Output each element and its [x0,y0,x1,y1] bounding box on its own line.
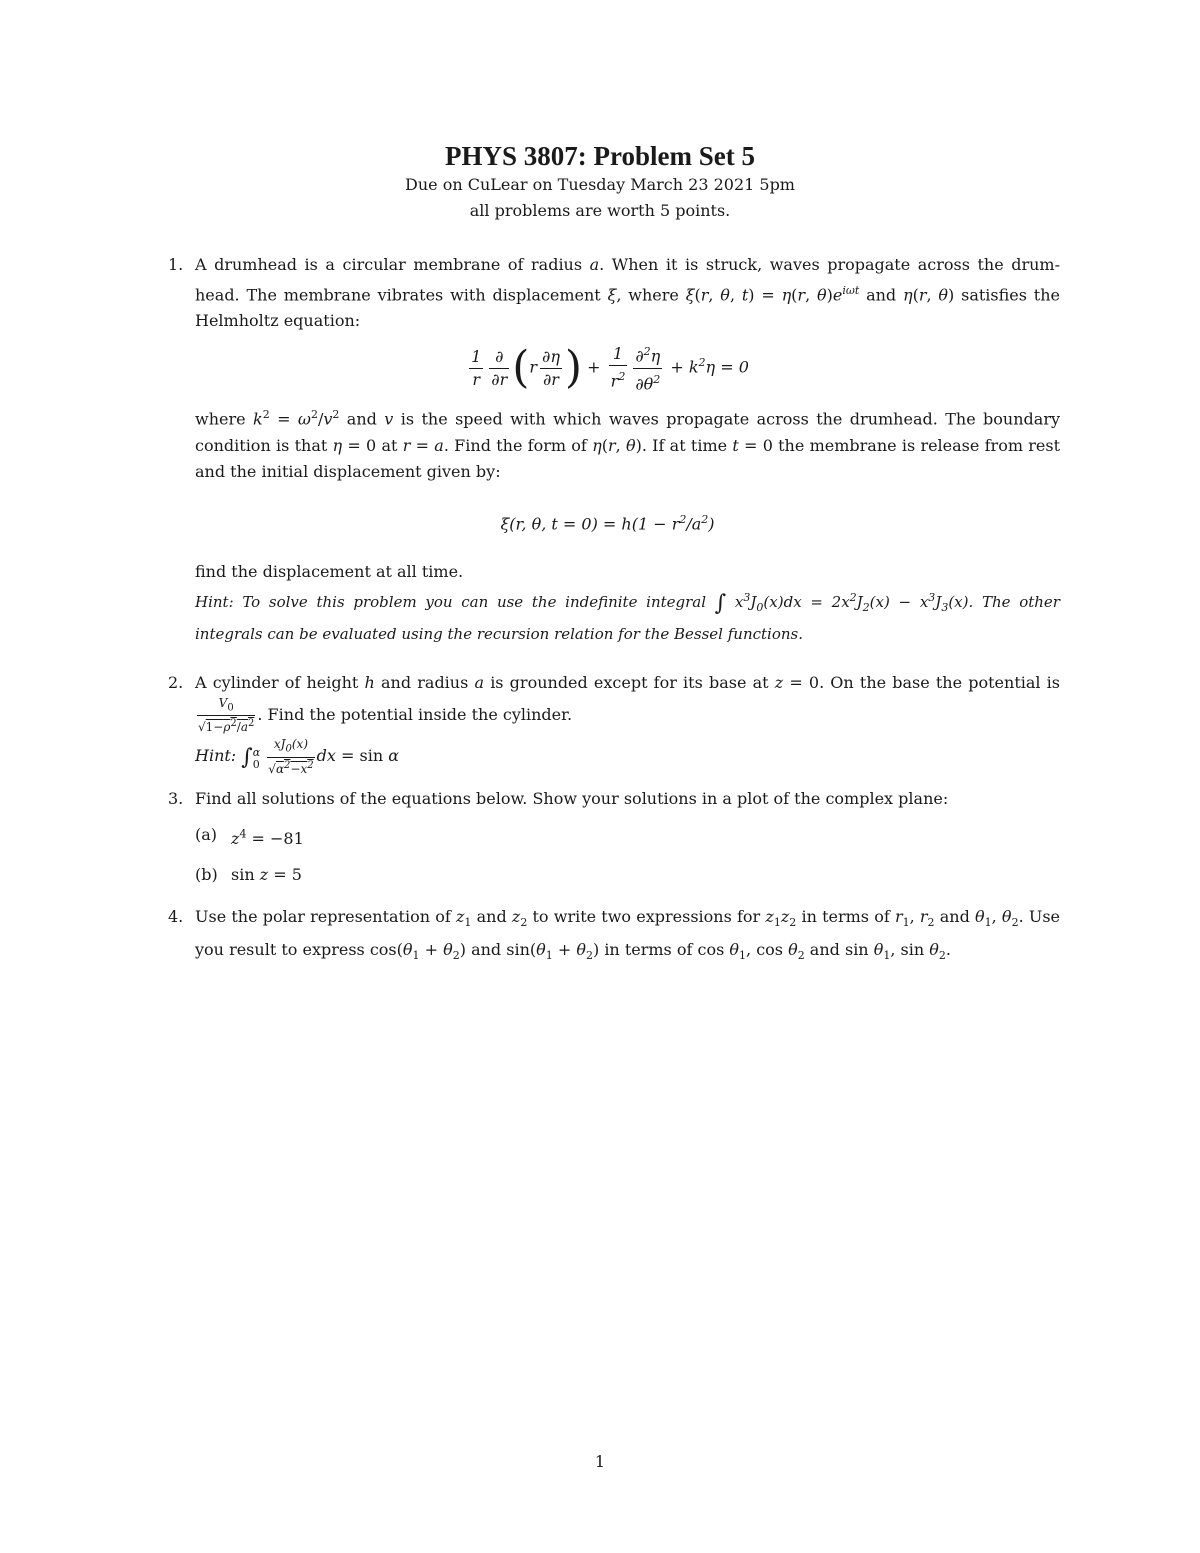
problem-2 [168,670,1060,786]
part-b-equation: sin z = 5 [231,865,302,885]
problem-2-hint: Hint: ∫α 0 $\frac{xJ_0(x)}{√\alpha^2-x^2}$ dx = sin α [195,737,400,776]
problem-1-task: find the displacement at all time. [195,561,464,581]
problem-number: 2. [168,673,184,692]
helmholtz-equation: $\frac{1}{r}$ $\frac{\partial}{\partial r}$ (r $\frac{\partial\eta}{\partial r}$ ) + $\frac{1}{r^2}$ $\frac{\partial^2\eta}{\partial\theta^2}$ + $k^2\eta = 0$ [471,342,749,394]
part-a-equation: $z^4 = -81$ [231,828,304,849]
problem-1-statement: A drumhead is a circular membrane of radius a. When it is struck, waves propagate across the drum-head. The membrane vibrates with displacement ξ, where ξ(r, θ, t) = η(r, $\theta)e^{i\omega t}$ and η(r, θ) satisfies the Helmholtz equation: [195,255,1060,331]
problem-list [168,252,1060,969]
page-number: 1 [594,1452,606,1471]
due-date: Due on CuLear on Tuesday March 23 2021 5pm [405,175,795,194]
part-b [183,862,1060,888]
problem-number: 4. [168,907,184,927]
problem-1-hint: Hint: To solve this problem you can use the indefinite integral ∫ $x^3J_0(x)dx = 2x^2J_2(x) - x^3J_3(x)$. The other integrals can be evaluated using the recursion relation for the Bessel functions. [195,590,1060,643]
problem-number: 1. [168,255,184,274]
part-a [183,822,1060,852]
header [0,140,1200,224]
problem-3-parts [195,822,1060,888]
points-note: all problems are worth 5 points. [469,201,731,220]
problem-number: 3. [168,789,184,808]
part-label: (b) [195,865,218,885]
problem-3 [168,786,1060,888]
page-title: PHYS 3807: Problem Set 5 [445,141,755,171]
initial-displacement-equation: ξ(r, θ, $t = 0) = h(1 - r^2/a^2)$ [500,512,715,533]
problem-1-boundary: where $k^2 = \omega^2/v^2$ and v is the speed with which waves propagate across the drumhead. The boundary condition is that η = 0 at r = a. Find the form of η(r, θ). If at time t = 0 the membrane is release from rest and the initial displacement given by: [195,408,1061,481]
problem-2-statement: A cylinder of height h and radius a is grounded except for its base at z = 0. On the base the potential is $\frac{V_0}{√1-\rho^2/a^2}$ . Find the potential inside the cylinder. [195,673,1061,735]
problem-4 [168,904,1060,968]
problem-4-statement: Use the polar representation of $z_1$ and $z_2$ to write two expressions for $z_1z_2$ in terms of $r_1$, $r_2$ and $\theta_1$, $\theta_2$. Use you result to express $\cos(\theta_1 + \theta_2)$ and $\sin(\theta_1 + \theta_2)$ in terms of $\cos \theta_1$, $\cos \theta_2$ and $\sin \theta_1$, $\sin \theta_2$. [195,907,1061,962]
problem-1 [168,252,1061,643]
problem-3-statement: Find all solutions of the equations below. Show your solutions in a plot of the complex plane: [195,789,949,808]
part-label: (a) [195,825,218,844]
